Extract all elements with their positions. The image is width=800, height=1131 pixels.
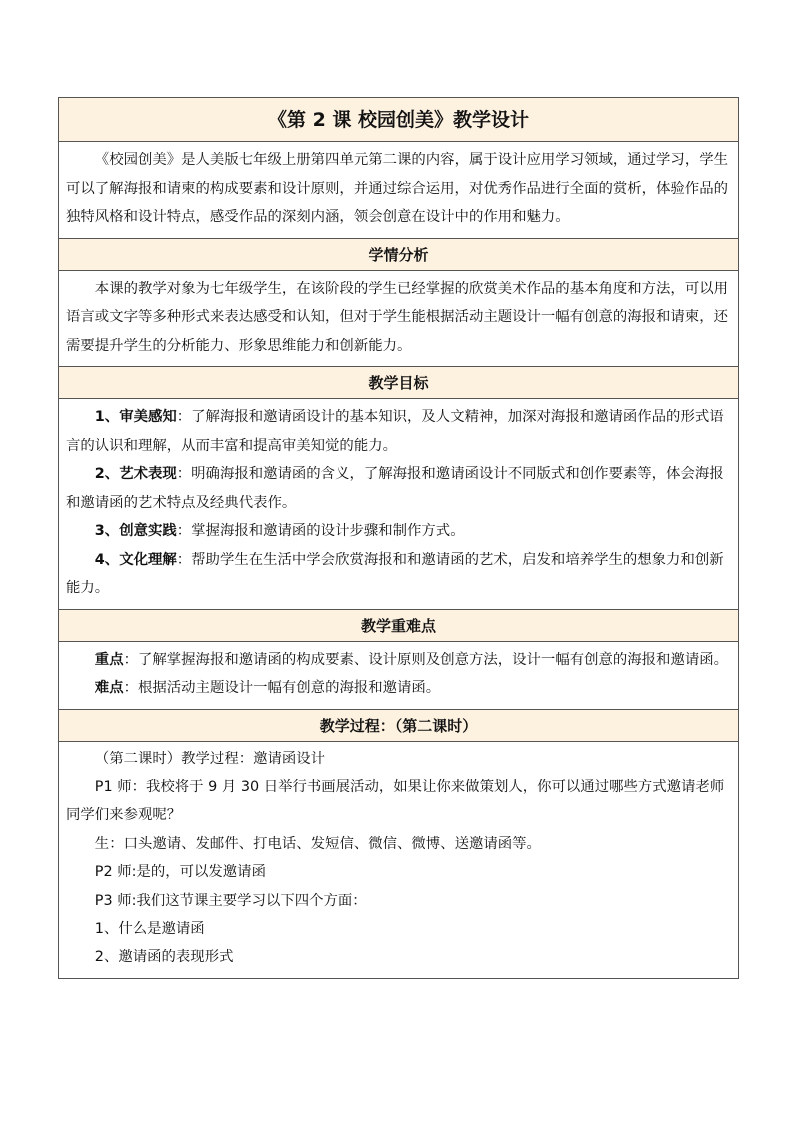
intro-text: 《校园创美》是人美版七年级上册第四单元第二课的内容，属于设计应用学习领域，通过学习，学生可以了解海报和请柬的构成要素和设计原则，并通过综合运用，对优秀作品进行全面的赏析，体验作品的独特风格和设计特点，感受作品的深刻内涵，领会创意在设计中的作用和魅力。 xyxy=(66,152,728,225)
goal-item xyxy=(66,460,731,517)
keypoint-text: ：了解掌握海报和邀请函的构成要素、设计原则及创意方法，设计一幅有创意的海报和邀请函。 xyxy=(123,651,729,668)
process-line: 生：口头邀请、发邮件、打电话、发短信、微信、微博、送邀请函等。 xyxy=(94,835,541,852)
keypoint-label: 难点 xyxy=(94,680,124,696)
goals-cell xyxy=(59,399,738,610)
intro-cell xyxy=(59,142,738,239)
goal-item xyxy=(66,517,731,546)
goal-text: ：明确海报和邀请函的含义，了解海报和邀请函设计不同版式和创作要素等，体会海报和邀请函的艺术特点及经典代表作。 xyxy=(66,466,724,511)
process-line: P2 师:是的，可以发邀请函 xyxy=(94,864,266,881)
process-cell xyxy=(59,742,738,979)
goal-item xyxy=(66,403,731,460)
page-title: 《第 2 课 校园创美》教学设计 xyxy=(59,98,738,142)
process-line: （第二课时）教学过程：邀请函设计 xyxy=(94,750,326,767)
lesson-plan-table xyxy=(58,97,739,979)
keypoints-cell xyxy=(59,642,738,710)
keypoint-item xyxy=(66,674,731,703)
goal-label: 2、艺术表现 xyxy=(94,466,177,482)
goal-label: 4、文化理解 xyxy=(94,551,177,568)
analysis-heading: 学情分析 xyxy=(59,239,738,271)
keypoint-text: ：根据活动主题设计一幅有创意的海报和邀请函。 xyxy=(123,680,441,696)
goals-heading: 教学目标 xyxy=(59,367,738,399)
process-line: P1 师：我校将于 9 月 30 日举行书画展活动，如果让你来做策划人，你可以通过哪些方式邀请老师同学们来参观呢？ xyxy=(66,778,725,824)
keypoint-label: 重点 xyxy=(94,651,124,668)
analysis-cell xyxy=(59,271,738,368)
goal-text: ：了解海报和邀请函设计的基本知识，及人文精神，加深对海报和邀请函作品的形式语言的认识和理解，从而丰富和提高审美知觉的能力。 xyxy=(66,409,724,454)
analysis-text: 本课的教学对象为七年级学生，在该阶段的学生已经掌握的欣赏美术作品的基本角度和方法，可以用语言或文字等多种形式来表达感受和认知，但对于学生能根据活动主题设计一幅有创意的海报和请柬，还需要提升学生的分析能力、形象思维能力和创新能力。 xyxy=(66,280,728,354)
goal-item xyxy=(66,546,731,603)
keypoint-item xyxy=(66,646,731,675)
process-line: 1、什么是邀请函 xyxy=(94,920,205,937)
process-heading: 教学过程：（第二课时） xyxy=(59,710,738,742)
goal-text: ：掌握海报和邀请函的设计步骤和制作方式。 xyxy=(176,523,465,539)
process-line: 2、邀请函的表现形式 xyxy=(94,949,234,966)
goal-label: 3、创意实践 xyxy=(94,523,177,539)
goal-label: 1、审美感知 xyxy=(94,409,177,425)
keypoints-heading: 教学重难点 xyxy=(59,610,738,642)
process-line: P3 师:我们这节课主要学习以下四个方面： xyxy=(94,892,367,909)
goal-text: ：帮助学生在生活中学会欣赏海报和和邀请函的艺术，启发和培养学生的想象力和创新能力。 xyxy=(66,551,724,596)
